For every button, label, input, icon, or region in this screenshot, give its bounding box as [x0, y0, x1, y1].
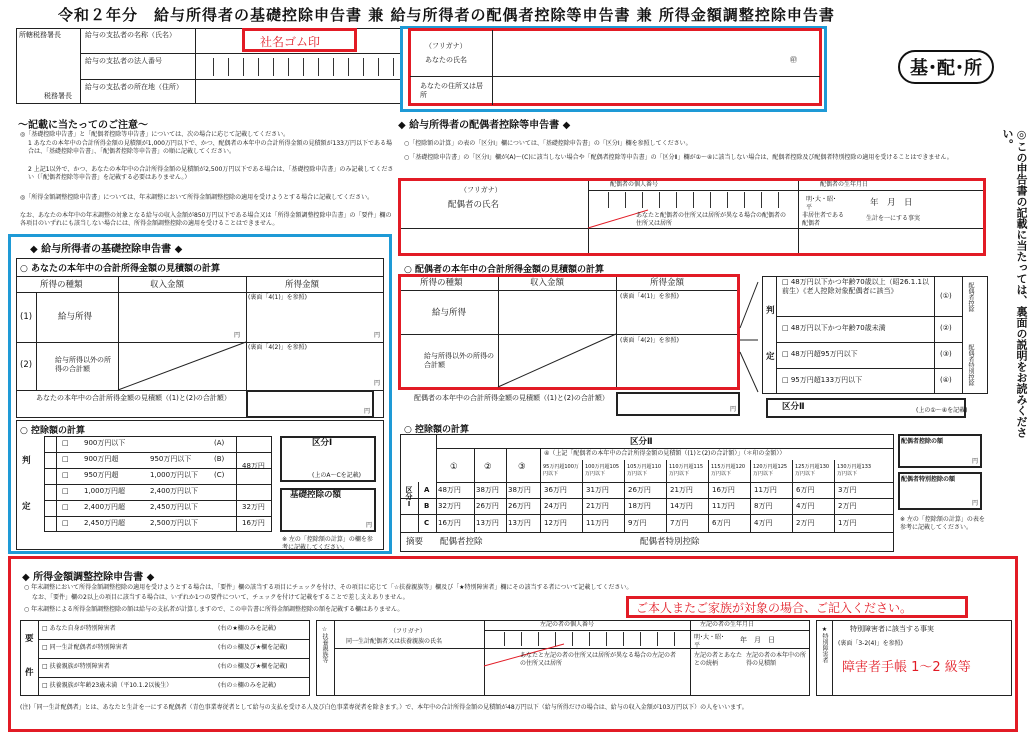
- haigu-cell: 12万円: [544, 519, 567, 527]
- haigu-side-box-1-label: 配偶者控除の額: [901, 438, 944, 445]
- fuyo-ymd: 年 月 日: [740, 636, 775, 644]
- kiso-row1-ref: (裏面「4(1)」を参照): [248, 294, 307, 301]
- kiso-row-1-from: 900万円超: [84, 455, 119, 463]
- kiso-row1-yen: 円: [234, 332, 241, 339]
- haigu-judge-num-1: (②): [940, 324, 952, 332]
- haigu-cell: 11万円: [712, 502, 735, 510]
- haigu-col-income: 所得金額: [650, 278, 685, 288]
- kiso-row-1-check[interactable]: □: [62, 455, 69, 463]
- payer-name-label: 給与の支払者の名称（氏名）: [85, 31, 176, 39]
- payer-number-label: 給与の支払者の法人番号: [85, 57, 162, 65]
- notes-heading: ～記載に当たってのご注意～: [18, 120, 148, 131]
- fuyo-relation: 左記の者とあなたとの続柄: [694, 652, 743, 667]
- haigu-bracket-5: 120万円超125万円以下: [753, 464, 788, 477]
- yoken-2-note: (右の☆欄及び★欄を記載): [218, 663, 288, 670]
- kiso-deduction-yen: 円: [366, 522, 373, 529]
- kiso-row-0-from: 900万円以下: [84, 439, 126, 447]
- kiso-row-2-from: 950万円超: [84, 471, 119, 479]
- haigu-cell: 13万円: [508, 519, 531, 527]
- haigu-circled-1: ①: [450, 462, 458, 472]
- right-vertical-note: ◎この申告書の記載に当たっては、裏面の説明をお読みください。: [1001, 128, 1028, 438]
- haigu-circled-3: ③: [518, 462, 526, 472]
- fuyo-birth-label: 左記の者の生年月日: [700, 621, 755, 628]
- yoken-0[interactable]: □ あなた自身が特別障害者: [42, 625, 116, 632]
- payer-address-field[interactable]: [199, 83, 395, 101]
- seal-mark: ㊞: [790, 56, 797, 64]
- haigu-cell: 3万円: [838, 486, 857, 494]
- yoken-1[interactable]: □ 同一生計配偶者が特別障害者: [42, 644, 128, 651]
- fuyo-address-label: あなたと左記の者の住所又は居所が異なる場合の左記の者の住所又は居所: [520, 652, 677, 667]
- haigu-judge-num-2: (③): [940, 350, 952, 358]
- haigu-foot-right: 配偶者特別控除: [640, 537, 700, 547]
- kiso-row1-yen2: 円: [374, 332, 381, 339]
- spouse-same-living: 生計を一にする事実: [866, 215, 921, 222]
- haigu-rowlabel-a: A: [424, 486, 430, 494]
- haigu-total-yen: 円: [730, 406, 737, 413]
- haigu-cell: 16万円: [712, 486, 735, 494]
- kiso-deduction-label: 基礎控除の額: [290, 490, 342, 500]
- haigu-cell: 1万円: [838, 519, 857, 527]
- haigu-cell: 6万円: [796, 486, 815, 494]
- kiso-row2-num: (2): [20, 360, 33, 370]
- haigu-bracket-6: 125万円超130万円以下: [795, 464, 830, 477]
- kiso-row-2-check[interactable]: □: [62, 471, 69, 479]
- kiso-row2-ref: (裏面「4(2)」を参照): [248, 344, 307, 351]
- kiso-row-3-check[interactable]: □: [62, 487, 69, 495]
- kiso-footnote: ※ 左の「控除額の計算」の欄を参考に記載してください。: [282, 536, 373, 551]
- haigu-cell: 13万円: [476, 519, 499, 527]
- haigu-deduct-heading: ○ 控除額の計算: [404, 425, 469, 435]
- spouse-birth-label: 配偶者の生年月日: [820, 181, 869, 188]
- kiso-total-label: あなたの本年中の合計所得金額の見積額（(1)と(2)の合計額）: [36, 394, 231, 402]
- notes-line-3: 2 上記1以外で、かつ、あなたの本年中の合計所得金額の見積額が2,500万円以下である場合は、「基礎控除申告書」のみ記載してください（「配偶者控除等申告書」を記載する必要はありません。）: [28, 166, 394, 181]
- haigu-kubun1-label: 区分Ⅰ: [405, 486, 413, 508]
- haigu-total-field[interactable]: [616, 392, 740, 416]
- haigu-cell: 9万円: [628, 519, 647, 527]
- haigu-heading: ◆ 給与所得者の配偶者控除等申告書 ◆: [398, 120, 571, 131]
- haigu-cell: 21万円: [670, 486, 693, 494]
- haigu-note1: ○「控除額の計算」の表の「区分Ⅰ」欄については、「基礎控除申告書」の「区分Ⅰ」欄を参照してください。: [404, 140, 692, 147]
- haigu-cell: 14万円: [670, 502, 693, 510]
- haigu-judge-3[interactable]: □ 95万円超133万円以下: [782, 376, 863, 384]
- spouse-furigana: （フリガナ）: [460, 186, 502, 194]
- kiso-side-1: 判: [22, 456, 31, 466]
- kiso-row-4-check[interactable]: □: [62, 503, 69, 511]
- spouse-ymd: 年 月 日: [870, 198, 913, 208]
- haigu-cell: 4万円: [796, 502, 815, 510]
- spouse-address-field[interactable]: [404, 232, 794, 250]
- yoken-1-note: (右の☆欄及び★欄を記載): [218, 644, 288, 651]
- form-title: 令和２年分 給与所得者の基礎控除申告書 兼 給与所得者の配偶者控除等申告書 兼 所得金額調整控除申告書: [58, 6, 835, 24]
- fuyo-era: 明･大・昭･平: [694, 634, 725, 649]
- haigu-rowlabel-c: C: [424, 519, 430, 527]
- haigu-judge-num-3: (④): [940, 376, 952, 384]
- haigu-total-label: 配偶者の本年中の合計所得金額の見積額（(1)と(2)の合計額）: [414, 394, 609, 402]
- haigu-cell: 26万円: [508, 502, 531, 510]
- payer-number-field[interactable]: [199, 58, 395, 76]
- haigu-side-box-1-yen: 円: [972, 458, 979, 465]
- haigu-cell: 36万円: [544, 486, 567, 494]
- haigu-cell: 32万円: [438, 502, 461, 510]
- fuyo-furigana: （フリガナ）: [390, 628, 426, 635]
- notes-line-4: ◎「所得金額調整控除申告書」については、年末調整において所得金額調整控除の適用を受けようとする場合に記載してください。: [20, 194, 374, 201]
- stamp-note: 社名ゴム印: [260, 35, 321, 49]
- haigu-judge-num-0: (①): [940, 292, 952, 300]
- yoken-3[interactable]: □ 扶養親族が年齢23歳未満（平10.1.2以後生）: [42, 682, 173, 689]
- haigu-row1-ref: (裏面「4(1)」を参照): [620, 293, 679, 300]
- kiso-row2-label: 給与所得以外の所得の合計額: [55, 356, 111, 373]
- spouse-name-label: 配偶者の氏名: [448, 200, 500, 210]
- spouse-address-diff: あなたと配偶者の住所又は居所が異なる場合の配偶者の住所又は居所: [636, 212, 787, 227]
- haigu-row2-label: 給与所得以外の所得の合計額: [424, 352, 494, 369]
- your-address-field[interactable]: [497, 80, 815, 104]
- kiso-row-4-from: 2,400万円超: [84, 503, 126, 511]
- yoken-0-note: (右の★欄のみを記載): [218, 625, 277, 632]
- kiso-row-5-to: 2,500万円以下: [150, 519, 199, 527]
- haigu-cell: 21万円: [586, 502, 609, 510]
- haigu-arrows: [740, 280, 762, 404]
- yoken-2[interactable]: □ 扶養親族が特別障害者: [42, 663, 110, 670]
- kiso-row-4-to: 2,450万円以下: [150, 503, 199, 511]
- haigu-judge-1[interactable]: □ 48万円以下かつ年齢70歳未満: [782, 324, 886, 332]
- spouse-number-label: 配偶者の個人番号: [610, 181, 659, 188]
- kiso-col-type: 所得の種類: [40, 280, 83, 290]
- kiso-row-5-check[interactable]: □: [62, 519, 69, 527]
- haigu-cell: 18万円: [628, 502, 651, 510]
- kiso-row1-label: 給与所得: [58, 312, 93, 322]
- haigu-side-note: ※ 左の「控除額の計算」の表を参考に記載してください。: [900, 516, 985, 531]
- kiso-sub2: ○ 控除額の計算: [20, 426, 85, 436]
- haigu-cell: 38万円: [508, 486, 531, 494]
- kiso-row-3-to: 2,400万円以下: [150, 487, 199, 495]
- shotoku-heading: ◆ 所得金額調整控除申告書 ◆: [22, 572, 155, 583]
- shotoku-note1: ○ 年末調整において所得金額調整控除の適用を受けようとする場合は、「要件」欄の該当する項目にチェックを付け、その項目に応じて「☆扶養親族等」欄及び「★特別障害者」欄にその該当する者について記載してください。: [24, 584, 633, 591]
- haigu-kubun2-label: 区分Ⅱ: [782, 402, 805, 412]
- haigu-cell: 6万円: [712, 519, 731, 527]
- haigu-bracket-0: 95万円超100万円以下: [543, 464, 579, 477]
- tokubetsu-example[interactable]: 障害者手帳 1～2 級等: [842, 660, 971, 675]
- kiso-row1-income-field[interactable]: [250, 304, 381, 339]
- furigana-label: （フリガナ）: [425, 42, 467, 50]
- haigu-tekiyo: 摘要: [406, 537, 424, 547]
- yoken-3-note: (右の☆欄のみを記載): [218, 682, 277, 689]
- haigu-cell: 2万円: [796, 519, 815, 527]
- haigu-foot-left: 配偶者控除: [440, 537, 483, 547]
- kiso-row-1-to: 950万円以下: [150, 455, 192, 463]
- tax-office-suffix: 税務署長: [44, 92, 72, 100]
- kiso-heading: ◆ 給与所得者の基礎控除申告書 ◆: [30, 244, 183, 255]
- shotoku-note3: ○ 年末調整による所得金額調整控除の額は給与の支払者が計算しますので、この申告書に所得金額調整控除の額を記載する欄はありません。: [24, 606, 404, 613]
- haigu-kubun2-note: (上の①～④を記載): [916, 407, 968, 414]
- haigu-cell: 26万円: [476, 502, 499, 510]
- haigu-cell: 4万円: [754, 519, 773, 527]
- haigu-bracket-3: 110万円超115万円以下: [669, 464, 704, 477]
- form-badge: 基･配･所: [898, 50, 994, 84]
- kiso-amount-48: 48万円: [242, 462, 265, 470]
- spouse-nonresident: 非居住者である配偶者: [802, 212, 845, 227]
- office-label: 所轄税務署長: [19, 31, 61, 39]
- haigu-judge-side-1: 判: [766, 306, 775, 316]
- haigu-row2-ref: (裏面「4(2)」を参照): [620, 337, 679, 344]
- haigu-row2-income-field[interactable]: [620, 348, 734, 384]
- kiso-row-2-tag: (C): [214, 471, 225, 479]
- yoken-side-1: 要: [25, 634, 34, 644]
- haigu-cell: 38万円: [476, 486, 499, 494]
- haigu-note2: ○「基礎控除申告書」の「区分Ⅰ」欄が(A)～(C)に該当しない場合や「配偶者控除等申告書」の「区分Ⅱ」欄が①～④に該当しない場合は、配偶者控除及び配偶者特別控除の適用を受けることはできません。: [404, 154, 953, 161]
- haigu-cell: 16万円: [438, 519, 461, 527]
- haigu-cell: 8万円: [754, 502, 773, 510]
- shotoku-footnote: (注)「同一生計配偶者」とは、あなたと生計を一にする配偶者（青色事業専従者として給与の支払を受ける人及び白色事業専従者を除きます。）で、本年中の合計所得金額の見積額が48万円以下（給与所得だけの場合は、給与の収入金額が103万円以下）の人をいいます。: [20, 704, 748, 711]
- tokubetsu-side: ★特別障害者: [821, 626, 828, 663]
- haigu-row2-diagonal: [498, 334, 616, 387]
- your-name-label: あなたの氏名: [425, 56, 467, 64]
- haigu-table-header: 区分Ⅱ: [630, 437, 653, 447]
- haigu-row1-revenue-field[interactable]: [502, 294, 612, 330]
- kiso-row2-yen: 円: [374, 380, 381, 387]
- fuyo-income: 左記の者の本年中の所得の見積額: [746, 652, 807, 667]
- kiso-row-1-tag: (B): [214, 455, 225, 463]
- kiso-total-field[interactable]: [246, 390, 374, 418]
- haigu-circled-2: ②: [484, 462, 492, 472]
- fuyo-name-field[interactable]: [338, 652, 480, 692]
- haigu-cell: 31万円: [586, 486, 609, 494]
- fuyo-side: ☆扶養親族等: [321, 626, 328, 663]
- kiso-row1-num: (1): [20, 312, 33, 322]
- kiso-row-3-from: 1,000万円超: [84, 487, 126, 495]
- kiso-row1-revenue-field[interactable]: [122, 296, 242, 338]
- haigu-col-type: 所得の種類: [420, 278, 463, 288]
- spouse-nonres-field[interactable]: [802, 232, 980, 250]
- tokubetsu-head: 特別障害者に該当する事実: [850, 625, 934, 633]
- haigu-side-tag-2: 配偶者特別控除: [967, 344, 974, 386]
- payer-address-label: 給与の支払者の所在地（住所）: [85, 83, 183, 91]
- fuyo-number-label: 左記の者の個人番号: [540, 621, 595, 628]
- kiso-row2-diagonal: [118, 342, 246, 390]
- notes-line-2: 1 あなたの本年中の合計所得金額の見積額が1,000万円以下で、かつ、配偶者の本年中の合計所得金額の見積額が133万円以下である場合は、「基礎控除申告書」、「配偶者控除等申告書」の順に記載してください。: [28, 140, 392, 155]
- haigu-judge-side-2: 定: [766, 352, 775, 362]
- kiso-sub1: ○ あなたの本年中の合計所得金額の見積額の計算: [20, 264, 220, 274]
- kiso-total-yen: 円: [364, 408, 371, 415]
- haigu-bracket-2: 105万円超110万円以下: [627, 464, 662, 477]
- kiso-col-revenue: 収入金額: [150, 280, 185, 290]
- haigu-col-revenue: 収入金額: [530, 278, 565, 288]
- kiso-row-0-check[interactable]: □: [62, 439, 69, 447]
- kiso-side-2: 定: [22, 502, 31, 512]
- haigu-row1-income-field[interactable]: [620, 304, 734, 330]
- haigu-cell: 7万円: [670, 519, 689, 527]
- haigu-judge-0[interactable]: □ 48万円以下かつ年齢70歳以上（昭26.1.1以前生）《老人控除対象配偶者に該当》: [782, 278, 929, 295]
- yoken-side-2: 件: [25, 668, 34, 678]
- tokubetsu-ref: (裏面「3-2(4)」を参照): [838, 640, 903, 647]
- your-name-field[interactable]: [497, 34, 797, 74]
- notes-line-1: ◎「基礎控除申告書」と「配偶者控除等申告書」については、次の場合に応じて記載してください。: [20, 131, 290, 138]
- shotoku-note2: なお、「要件」欄の2以上の項目に該当する場合は、いずれか1つの要件について、チェックを付けて記載をすることで差し支えありません。: [32, 594, 409, 601]
- haigu-side-tag-1: 配偶者控除: [967, 282, 974, 312]
- kiso-amount-32: 32万円: [242, 503, 265, 511]
- kiso-row-2-to: 1,000万円以下: [150, 471, 199, 479]
- haigu-row1-label: 給与所得: [432, 308, 467, 318]
- haigu-cell: 48万円: [438, 486, 461, 494]
- haigu-calc-heading: ○ 配偶者の本年中の合計所得金額の見積額の計算: [404, 265, 604, 275]
- spouse-era: 明･大・昭･平: [806, 196, 837, 211]
- kiso-kubun-label: 区分Ⅰ: [312, 438, 333, 448]
- kiso-row-0-tag: (A): [214, 439, 225, 447]
- kiso-kubun-note: (上のA～Cを記載): [312, 472, 361, 479]
- kiso-col-income: 所得金額: [285, 280, 320, 290]
- haigu-bracket-4: 115万円超120万円以下: [711, 464, 746, 477]
- callout-text: ご本人またご家族が対象の場合、ご記入ください。: [636, 601, 913, 615]
- kiso-row-5-from: 2,450万円超: [84, 519, 126, 527]
- haigu-cell: 24万円: [544, 502, 567, 510]
- kiso-amount-16: 16万円: [242, 519, 265, 527]
- haigu-cell: 11万円: [586, 519, 609, 527]
- haigu-bracket-7: 130万円超133万円以下: [837, 464, 872, 477]
- kiso-row2-income-field[interactable]: [250, 354, 381, 387]
- haigu-cell: 2万円: [838, 502, 857, 510]
- haigu-bracket-1: 100万円超105万円以下: [585, 464, 620, 477]
- haigu-table-sub: ④（上記「配偶者の本年中の合計所得金額の見積額（(1)と(2)の合計額）」（＊印の金額））: [544, 450, 786, 457]
- haigu-side-box-2-yen: 円: [972, 500, 979, 507]
- fuyo-name-label: 同一生計配偶者又は扶養親族の氏名: [346, 638, 443, 645]
- your-address-label: あなたの住所又は居所: [420, 82, 483, 99]
- haigu-judge-2[interactable]: □ 48万円超95万円以下: [782, 350, 858, 358]
- notes-line-5: なお、あなたの本年中の年末調整の対象となる給与の収入金額が850万円以下である場合又は「所得金額調整控除申告書」の「要件」欄の各項目のいずれにも該当しない場合には、所得金額調整控除の適用を受けることはできません。: [20, 212, 392, 227]
- haigu-cell: 11万円: [754, 486, 777, 494]
- haigu-side-box-2-label: 配偶者特別控除の額: [901, 476, 956, 483]
- haigu-rowlabel-b: B: [424, 502, 430, 510]
- haigu-cell: 26万円: [628, 486, 651, 494]
